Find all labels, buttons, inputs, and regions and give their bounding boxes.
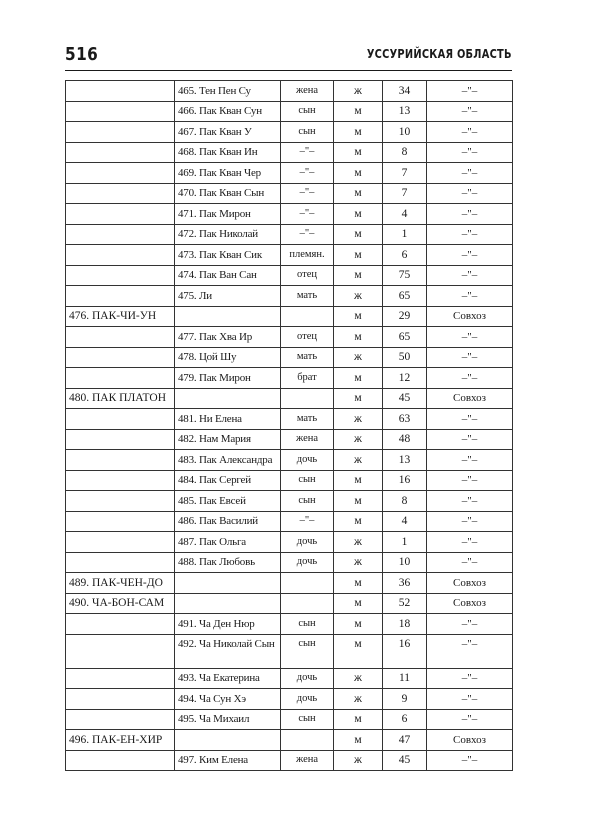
member-name-cell: 471. Пак Мирон (175, 204, 281, 225)
household-name-cell (66, 532, 175, 553)
register-body (66, 81, 513, 771)
relation-cell: сын (281, 491, 334, 512)
sex-cell: м (334, 511, 383, 532)
household-name-cell (66, 689, 175, 710)
age-cell: 50 (383, 347, 427, 368)
note-cell: –"– (427, 470, 513, 491)
age-cell: 4 (383, 511, 427, 532)
household-name-cell (66, 470, 175, 491)
relation-cell: дочь (281, 450, 334, 471)
note-cell: –"– (427, 750, 513, 771)
relation-cell: –"– (281, 163, 334, 184)
sex-cell: ж (334, 81, 383, 102)
member-name-cell: 468. Пак Кван Ин (175, 142, 281, 163)
table-row (66, 552, 513, 573)
table-row (66, 368, 513, 389)
relation-cell: –"– (281, 142, 334, 163)
sex-cell: м (334, 573, 383, 594)
sex-cell: м (334, 470, 383, 491)
member-name-cell: 465. Тен Пен Су (175, 81, 281, 102)
household-name-cell (66, 81, 175, 102)
table-row (66, 122, 513, 143)
table-row (66, 142, 513, 163)
household-name-cell (66, 709, 175, 730)
table-row (66, 163, 513, 184)
relation-cell: отец (281, 327, 334, 348)
sex-cell: м (334, 709, 383, 730)
age-cell: 7 (383, 183, 427, 204)
sex-cell: м (334, 183, 383, 204)
household-row (66, 593, 513, 614)
running-title: УССУРИЙСКАЯ ОБЛАСТЬ (367, 47, 512, 61)
relation-cell: мать (281, 409, 334, 430)
age-cell: 10 (383, 552, 427, 573)
household-name-cell: 490. ЧА-БОН-САМ (66, 593, 175, 614)
member-name-cell: 469. Пак Кван Чер (175, 163, 281, 184)
household-name-cell (66, 183, 175, 204)
sex-cell: м (334, 306, 383, 327)
relation-cell: сын (281, 634, 334, 668)
member-name-cell: 472. Пак Николай (175, 224, 281, 245)
sex-cell: ж (334, 668, 383, 689)
member-name-cell: 486. Пак Василий (175, 511, 281, 532)
household-name-cell (66, 327, 175, 348)
relation-cell: дочь (281, 668, 334, 689)
sex-cell: м (334, 634, 383, 668)
member-name-cell: 470. Пак Кван Сын (175, 183, 281, 204)
age-cell: 7 (383, 163, 427, 184)
page-number: 516 (65, 44, 99, 65)
table-row (66, 81, 513, 102)
member-name-cell: 473. Пак Кван Сик (175, 245, 281, 266)
sex-cell: ж (334, 552, 383, 573)
relation-cell: мать (281, 347, 334, 368)
household-name-cell (66, 265, 175, 286)
note-cell: –"– (427, 347, 513, 368)
table-row (66, 224, 513, 245)
age-cell: 63 (383, 409, 427, 430)
table-row (66, 245, 513, 266)
table-row (66, 450, 513, 471)
note-cell: –"– (427, 101, 513, 122)
sex-cell: ж (334, 409, 383, 430)
age-cell: 12 (383, 368, 427, 389)
member-name-cell: 494. Ча Сун Хэ (175, 689, 281, 710)
note-cell: –"– (427, 634, 513, 668)
household-name-cell (66, 429, 175, 450)
sex-cell: м (334, 204, 383, 225)
age-cell: 10 (383, 122, 427, 143)
relation-cell: сын (281, 101, 334, 122)
member-name-cell (175, 573, 281, 594)
relation-cell (281, 593, 334, 614)
note-cell: Совхоз (427, 388, 513, 409)
note-cell: –"– (427, 204, 513, 225)
sex-cell: м (334, 163, 383, 184)
relation-cell: жена (281, 429, 334, 450)
relation-cell (281, 306, 334, 327)
sex-cell: м (334, 327, 383, 348)
table-row (66, 183, 513, 204)
age-cell: 13 (383, 101, 427, 122)
sex-cell: м (334, 265, 383, 286)
age-cell: 8 (383, 142, 427, 163)
table-row (66, 668, 513, 689)
note-cell: –"– (427, 142, 513, 163)
member-name-cell: 487. Пак Ольга (175, 532, 281, 553)
sex-cell: м (334, 730, 383, 751)
sex-cell: м (334, 368, 383, 389)
member-name-cell: 479. Пак Мирон (175, 368, 281, 389)
sex-cell: м (334, 224, 383, 245)
member-name-cell: 497. Ким Елена (175, 750, 281, 771)
sex-cell: ж (334, 532, 383, 553)
note-cell: –"– (427, 614, 513, 635)
table-row (66, 532, 513, 553)
relation-cell: брат (281, 368, 334, 389)
sex-cell: м (334, 245, 383, 266)
sex-cell: м (334, 491, 383, 512)
note-cell: –"– (427, 327, 513, 348)
household-name-cell (66, 204, 175, 225)
age-cell: 45 (383, 388, 427, 409)
age-cell: 34 (383, 81, 427, 102)
table-row (66, 409, 513, 430)
member-name-cell: 485. Пак Евсей (175, 491, 281, 512)
member-name-cell: 488. Пак Любовь (175, 552, 281, 573)
age-cell: 13 (383, 450, 427, 471)
note-cell: Совхоз (427, 730, 513, 751)
age-cell: 16 (383, 634, 427, 668)
age-cell: 75 (383, 265, 427, 286)
relation-cell: сын (281, 709, 334, 730)
sex-cell: м (334, 122, 383, 143)
relation-cell (281, 388, 334, 409)
sex-cell: м (334, 101, 383, 122)
age-cell: 4 (383, 204, 427, 225)
household-name-cell (66, 368, 175, 389)
age-cell: 1 (383, 224, 427, 245)
member-name-cell: 474. Пак Ван Сан (175, 265, 281, 286)
member-name-cell: 492. Ча Николай Сын (175, 634, 281, 668)
relation-cell: отец (281, 265, 334, 286)
household-name-cell: 489. ПАК-ЧЕН-ДО (66, 573, 175, 594)
note-cell: –"– (427, 81, 513, 102)
member-name-cell: 475. Ли (175, 286, 281, 307)
sex-cell: ж (334, 286, 383, 307)
household-name-cell (66, 511, 175, 532)
table-row (66, 511, 513, 532)
relation-cell: жена (281, 81, 334, 102)
age-cell: 18 (383, 614, 427, 635)
table-row (66, 634, 513, 668)
household-name-cell (66, 450, 175, 471)
household-row (66, 730, 513, 751)
age-cell: 65 (383, 286, 427, 307)
page-header (65, 44, 512, 71)
sex-cell: ж (334, 347, 383, 368)
age-cell: 52 (383, 593, 427, 614)
relation-cell (281, 573, 334, 594)
sex-cell: м (334, 593, 383, 614)
member-name-cell: 481. Ни Елена (175, 409, 281, 430)
relation-cell: –"– (281, 511, 334, 532)
note-cell: Совхоз (427, 306, 513, 327)
age-cell: 8 (383, 491, 427, 512)
sex-cell: м (334, 142, 383, 163)
table-row (66, 347, 513, 368)
household-name-cell (66, 347, 175, 368)
household-name-cell (66, 101, 175, 122)
member-name-cell: 478. Цой Шу (175, 347, 281, 368)
note-cell: –"– (427, 491, 513, 512)
table-row (66, 689, 513, 710)
age-cell: 1 (383, 532, 427, 553)
household-name-cell (66, 245, 175, 266)
sex-cell: ж (334, 429, 383, 450)
note-cell: –"– (427, 429, 513, 450)
relation-cell: племян. (281, 245, 334, 266)
note-cell: –"– (427, 552, 513, 573)
relation-cell: –"– (281, 183, 334, 204)
note-cell: –"– (427, 511, 513, 532)
relation-cell: дочь (281, 552, 334, 573)
household-name-cell (66, 491, 175, 512)
household-name-cell: 496. ПАК-ЕН-ХИР (66, 730, 175, 751)
relation-cell: сын (281, 470, 334, 491)
relation-cell: дочь (281, 532, 334, 553)
note-cell: –"– (427, 163, 513, 184)
table-row (66, 286, 513, 307)
age-cell: 9 (383, 689, 427, 710)
household-name-cell (66, 409, 175, 430)
household-register-table (65, 80, 513, 771)
note-cell: –"– (427, 532, 513, 553)
relation-cell: мать (281, 286, 334, 307)
note-cell: Совхоз (427, 573, 513, 594)
relation-cell: жена (281, 750, 334, 771)
note-cell: –"– (427, 450, 513, 471)
table-row (66, 429, 513, 450)
household-name-cell (66, 163, 175, 184)
member-name-cell: 491. Ча Ден Нюр (175, 614, 281, 635)
note-cell: –"– (427, 265, 513, 286)
note-cell: –"– (427, 183, 513, 204)
member-name-cell (175, 593, 281, 614)
table-row (66, 614, 513, 635)
relation-cell: сын (281, 122, 334, 143)
note-cell: –"– (427, 668, 513, 689)
sex-cell: м (334, 388, 383, 409)
age-cell: 29 (383, 306, 427, 327)
household-row (66, 306, 513, 327)
note-cell: –"– (427, 368, 513, 389)
table-row (66, 491, 513, 512)
table-row (66, 750, 513, 771)
sex-cell: ж (334, 450, 383, 471)
age-cell: 48 (383, 429, 427, 450)
note-cell: –"– (427, 409, 513, 430)
household-name-cell (66, 750, 175, 771)
note-cell: –"– (427, 689, 513, 710)
age-cell: 65 (383, 327, 427, 348)
member-name-cell: 466. Пак Кван Сун (175, 101, 281, 122)
household-name-cell (66, 122, 175, 143)
member-name-cell (175, 730, 281, 751)
age-cell: 16 (383, 470, 427, 491)
member-name-cell: 493. Ча Екатерина (175, 668, 281, 689)
household-name-cell (66, 142, 175, 163)
table-row (66, 327, 513, 348)
note-cell: –"– (427, 122, 513, 143)
household-name-cell (66, 614, 175, 635)
household-name-cell (66, 224, 175, 245)
table-row (66, 470, 513, 491)
relation-cell: –"– (281, 204, 334, 225)
household-name-cell (66, 634, 175, 668)
member-name-cell: 467. Пак Кван У (175, 122, 281, 143)
household-row (66, 573, 513, 594)
household-row (66, 388, 513, 409)
table-row (66, 204, 513, 225)
member-name-cell: 484. Пак Сергей (175, 470, 281, 491)
member-name-cell: 477. Пак Хва Ир (175, 327, 281, 348)
sex-cell: м (334, 614, 383, 635)
age-cell: 47 (383, 730, 427, 751)
age-cell: 6 (383, 245, 427, 266)
age-cell: 45 (383, 750, 427, 771)
member-name-cell: 495. Ча Михаил (175, 709, 281, 730)
relation-cell (281, 730, 334, 751)
member-name-cell (175, 388, 281, 409)
age-cell: 36 (383, 573, 427, 594)
relation-cell: сын (281, 614, 334, 635)
age-cell: 6 (383, 709, 427, 730)
household-name-cell (66, 668, 175, 689)
age-cell: 11 (383, 668, 427, 689)
note-cell: –"– (427, 245, 513, 266)
household-name-cell (66, 286, 175, 307)
note-cell: Совхоз (427, 593, 513, 614)
household-name-cell: 476. ПАК-ЧИ-УН (66, 306, 175, 327)
household-name-cell: 480. ПАК ПЛАТОН (66, 388, 175, 409)
relation-cell: дочь (281, 689, 334, 710)
member-name-cell: 482. Нам Мария (175, 429, 281, 450)
table-row (66, 709, 513, 730)
table-row (66, 101, 513, 122)
note-cell: –"– (427, 224, 513, 245)
relation-cell: –"– (281, 224, 334, 245)
member-name-cell: 483. Пак Александра (175, 450, 281, 471)
note-cell: –"– (427, 709, 513, 730)
member-name-cell (175, 306, 281, 327)
note-cell: –"– (427, 286, 513, 307)
sex-cell: ж (334, 689, 383, 710)
table-row (66, 265, 513, 286)
sex-cell: ж (334, 750, 383, 771)
household-name-cell (66, 552, 175, 573)
